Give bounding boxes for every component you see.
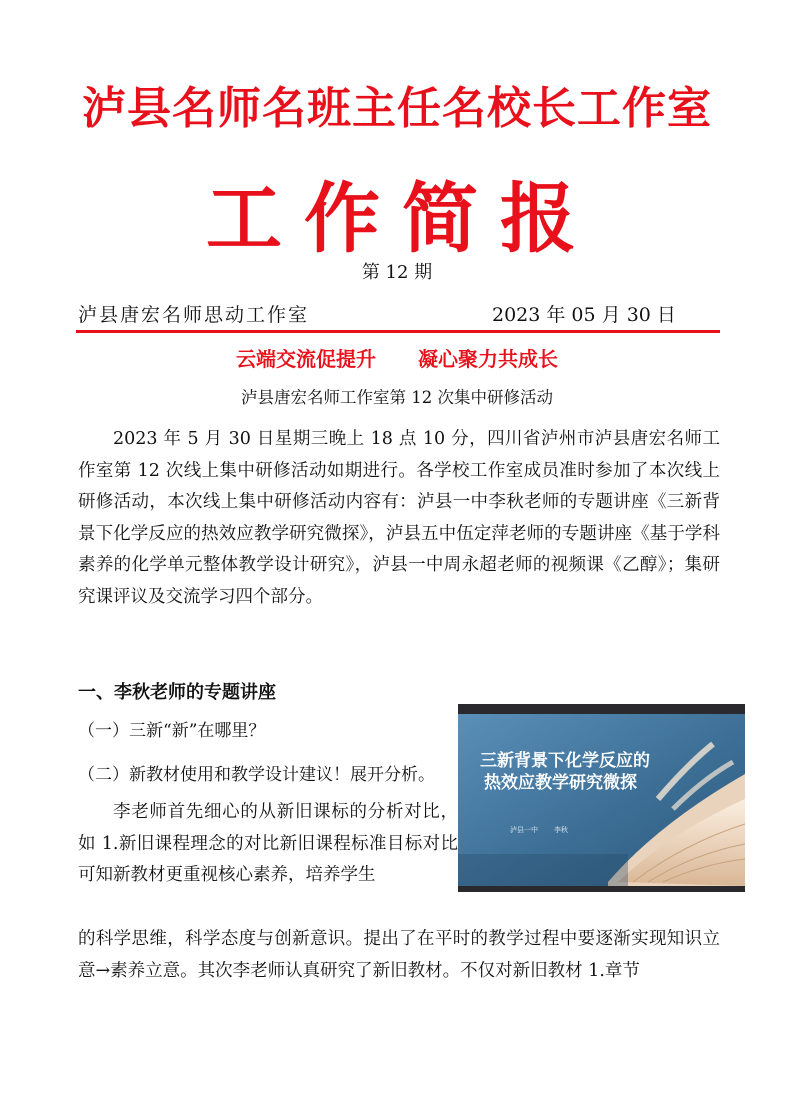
- issue-date: 2023 年 05 月 30 日: [492, 304, 676, 326]
- headline-left: 云端交流促提升: [236, 347, 376, 371]
- section-item-1: （一）三新“新”在哪里？: [78, 721, 266, 741]
- slide-school: 泸县一中: [510, 826, 538, 834]
- section-heading: 一、李秋老师的专题讲座: [78, 682, 276, 703]
- bulletin-title: 工作简报: [206, 174, 598, 263]
- org-title: 泸县名师名班主任名校长工作室: [82, 83, 712, 134]
- slide-title-line1: 三新背景下化学反应的: [480, 751, 650, 771]
- intro-paragraph: 2023 年 5 月 30 日星期三晚上 18 点 10 分，四川省泸州市泸县唐宏名师工作室第 12 次线上集中研修活动如期进行。各学校工作室成员准时参加了本次线上研修活动，本次线上集中研修活动内容有：泸县一中李秋老师的专题讲座《三新背景下化学反应的热效应教学研究微探》，泸县五中伍定萍老师的专题讲座《基于学科素养的化学单元整体教学设计研究》，泸县一中周永超老师的视频课《乙醇》；集研究课评议及交流学习四个部分。: [78, 429, 720, 607]
- issue-number: 第 12 期: [361, 262, 433, 283]
- slide-title-line2: 热效应教学研究微探: [484, 773, 637, 793]
- analysis-paragraph: 李老师首先细心的从新旧课标的分析对比，如 1.新旧课程理念的对比新旧课程标准目标对比可知新教材更重视核心素养，培养学生: [78, 802, 458, 886]
- analysis-paragraph-continued: 的科学思维，科学态度与创新意识。提出了在平时的教学过程中要逐渐实现知识立意→素养立意。其次李老师认真研究了新旧教材。不仅对新旧教材 1.章节: [78, 929, 720, 981]
- article-subtitle: 泸县唐宏名师工作室第 12 次集中研修活动: [241, 388, 553, 407]
- article-headline: [0, 343, 794, 372]
- section-item-2: （二）新教材使用和教学设计建议！展开分析。: [78, 765, 435, 785]
- lecture-slide-image: [458, 704, 745, 892]
- header-divider: [76, 330, 720, 333]
- studio-name: 泸县唐宏名师思动工作室: [78, 304, 310, 326]
- headline-right: 凝心聚力共成长: [418, 347, 558, 371]
- slide-speaker: 李秋: [554, 826, 568, 834]
